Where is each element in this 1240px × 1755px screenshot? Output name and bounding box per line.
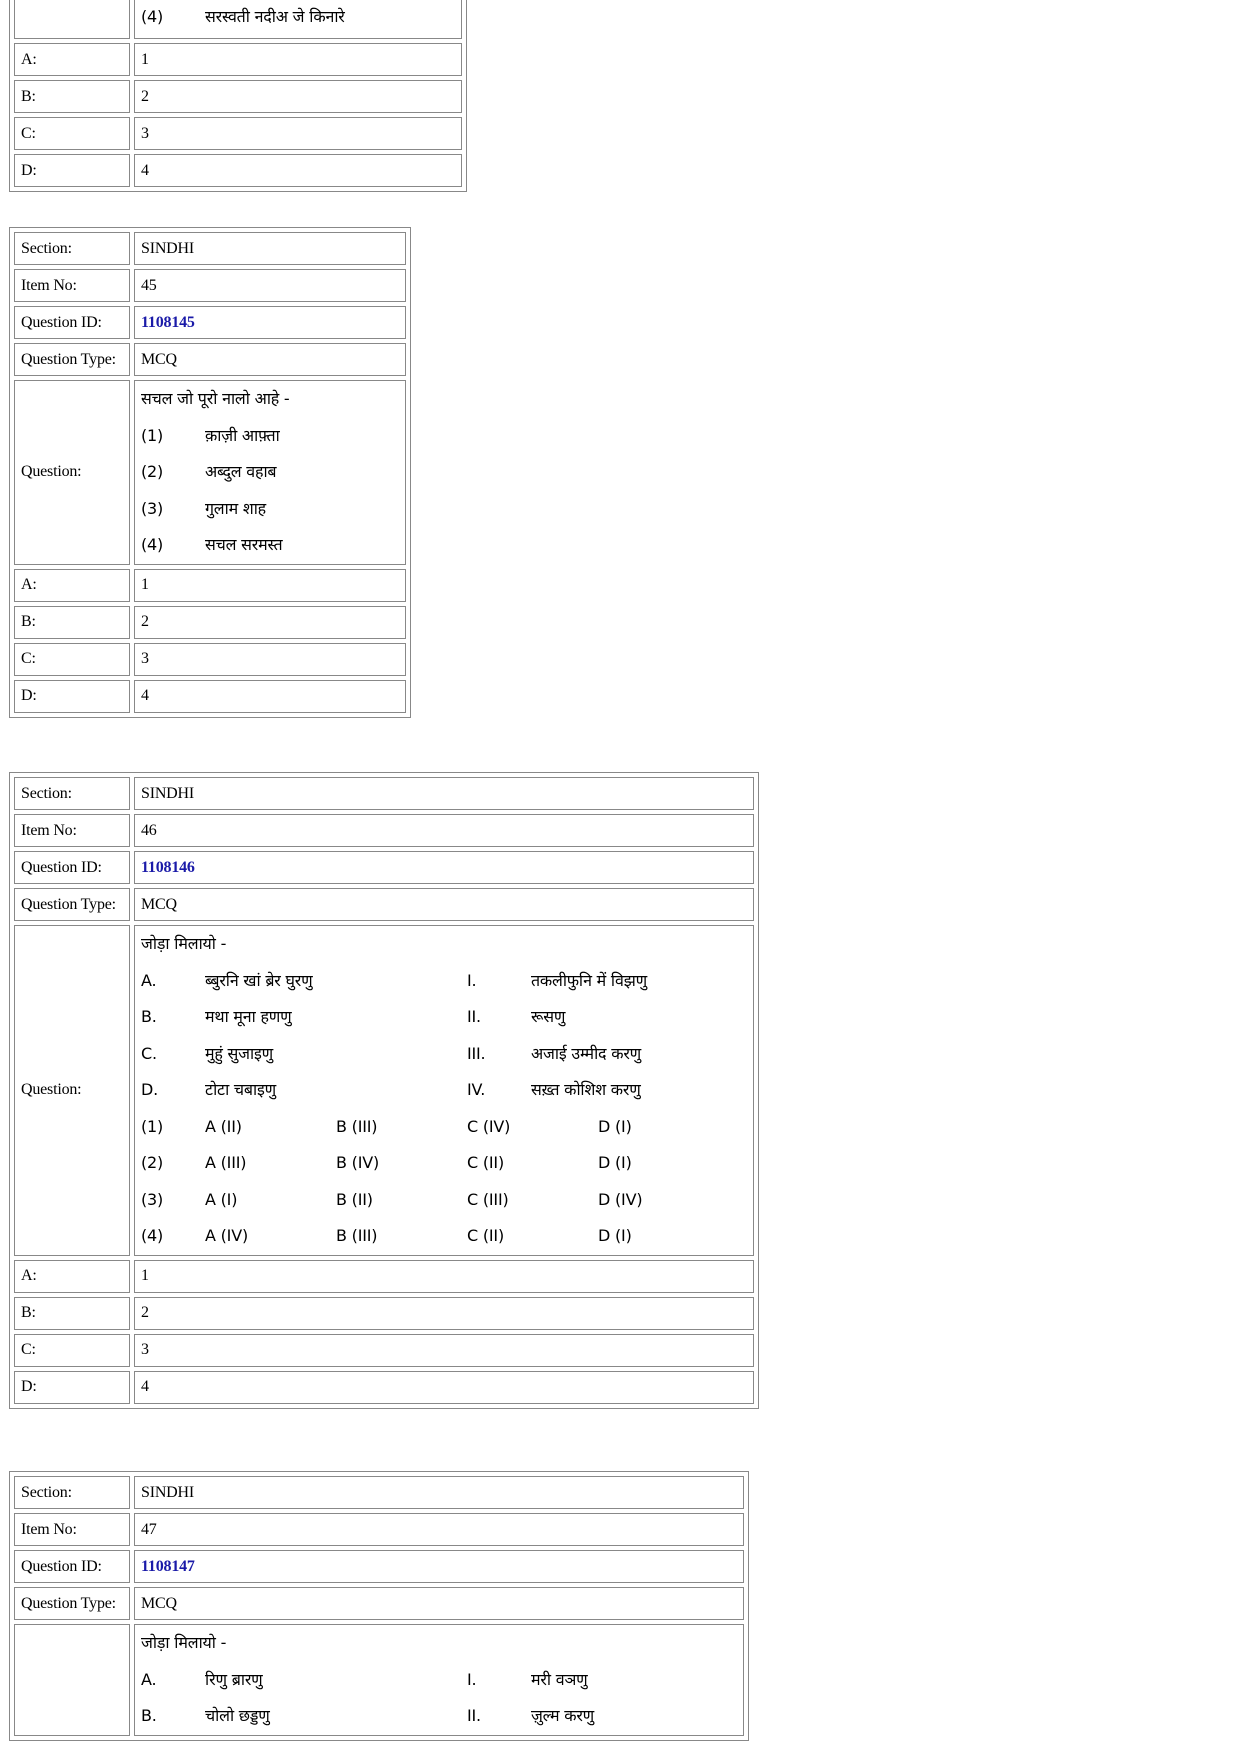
item-no-label: Item No:	[14, 814, 130, 847]
question-id-value: 1108145	[134, 306, 406, 339]
item-no-value: 47	[134, 1513, 744, 1546]
match-right-key: I.	[467, 1669, 477, 1689]
option-number: (1)	[141, 425, 164, 445]
match-left-text: ब्बुरनि खां ब्रेर घुरणु	[205, 970, 313, 990]
question-row	[14, 1624, 744, 1736]
option-c: C (III)	[467, 1189, 509, 1209]
item-no-row	[14, 814, 754, 847]
answer-label: A:	[14, 43, 130, 76]
option-number: (4)	[141, 535, 164, 554]
answer-label: A:	[14, 1260, 130, 1293]
answer-row-b	[14, 1297, 754, 1330]
question-type-label: Question Type:	[14, 1587, 130, 1620]
option-line	[141, 527, 399, 564]
option-text: गुलाम शाह	[205, 498, 266, 518]
section-row	[14, 777, 754, 810]
match-left-key: A.	[141, 970, 157, 990]
match-right-key: II.	[467, 1706, 481, 1725]
match-line	[141, 1036, 747, 1073]
section-label: Section:	[14, 777, 130, 810]
question-type-row	[14, 1587, 744, 1620]
question-id-label: Question ID:	[14, 1550, 130, 1583]
question-id-row	[14, 851, 754, 884]
match-right-text: तकलीफुनि में विझणु	[531, 970, 648, 990]
option-line	[141, 1182, 747, 1219]
match-line	[141, 1662, 737, 1699]
question-label: Question:	[14, 925, 130, 1256]
option-text: अब्दुल वहाब	[205, 462, 277, 481]
match-left-text: रिणु ब्रारणु	[205, 1669, 263, 1689]
match-line	[141, 999, 747, 1036]
match-line	[141, 1072, 747, 1109]
match-left-key: D.	[141, 1080, 159, 1099]
option-line	[141, 1218, 747, 1255]
option-a: A (I)	[205, 1189, 238, 1209]
question-row	[14, 0, 462, 39]
question-content	[134, 1624, 744, 1736]
answer-value: 4	[134, 154, 462, 187]
option-d: D (I)	[598, 1116, 632, 1136]
option-line	[141, 454, 399, 491]
match-right-key: I.	[467, 970, 477, 990]
question-type-label: Question Type:	[14, 888, 130, 921]
option-line	[141, 418, 399, 455]
match-left-text: चोलो छड्डणु	[205, 1706, 270, 1725]
question-type-label: Question Type:	[14, 343, 130, 376]
option-number: (3)	[141, 498, 164, 518]
question-type-value: MCQ	[134, 888, 754, 921]
answer-label: D:	[14, 154, 130, 187]
answer-value: 2	[134, 606, 406, 639]
question-id-value: 1108147	[134, 1550, 744, 1583]
section-value: SINDHI	[134, 232, 406, 265]
answer-row-c	[14, 643, 406, 676]
option-a: A (IV)	[205, 1226, 248, 1245]
question-content	[134, 925, 754, 1256]
question-row	[14, 380, 406, 565]
option-b: B (III)	[336, 1116, 378, 1136]
answer-row-b	[14, 80, 462, 113]
item-no-value: 46	[134, 814, 754, 847]
answer-row-a	[14, 1260, 754, 1293]
answer-value: 2	[134, 1297, 754, 1330]
answer-row-c	[14, 1334, 754, 1367]
section-row	[14, 232, 406, 265]
question-label: Question:	[14, 380, 130, 565]
answer-label: A:	[14, 569, 130, 602]
item-no-label: Item No:	[14, 269, 130, 302]
match-left-key: C.	[141, 1043, 157, 1063]
question-id-row	[14, 1550, 744, 1583]
item-no-value: 45	[134, 269, 406, 302]
option-number: (1)	[141, 1116, 164, 1136]
option-c: C (II)	[467, 1153, 504, 1172]
question-stem: जोड़ा मिलायो -	[141, 934, 227, 953]
answer-row-d	[14, 1371, 754, 1404]
option-a: A (III)	[205, 1153, 247, 1172]
match-left-text: मथा मूना हणणु	[205, 1007, 292, 1026]
section-row	[14, 1476, 744, 1509]
match-line	[141, 963, 747, 1000]
question-id-row	[14, 306, 406, 339]
match-right-key: III.	[467, 1043, 486, 1063]
question-table-47	[9, 1471, 749, 1741]
answer-label: C:	[14, 643, 130, 676]
section-value: SINDHI	[134, 777, 754, 810]
answer-row-c	[14, 117, 462, 150]
option-line	[141, 491, 399, 528]
item-no-row	[14, 1513, 744, 1546]
match-right-text: मरी वञणु	[531, 1669, 588, 1689]
answer-value: 3	[134, 117, 462, 150]
option-line	[141, 2, 455, 32]
answer-row-d	[14, 680, 406, 713]
question-table-46	[9, 772, 759, 1409]
question-type-row	[14, 343, 406, 376]
option-b: B (II)	[336, 1189, 373, 1209]
option-text: सरस्वती नदीअ जे किनारे	[205, 7, 345, 26]
match-left-text: मुहुं सुजाइणु	[205, 1043, 274, 1063]
answer-label: B:	[14, 80, 130, 113]
question-id-label: Question ID:	[14, 306, 130, 339]
option-line	[141, 1145, 747, 1182]
answer-label: D:	[14, 1371, 130, 1404]
answer-value: 3	[134, 1334, 754, 1367]
answer-label: B:	[14, 1297, 130, 1330]
option-c: C (II)	[467, 1226, 504, 1245]
question-content	[134, 380, 406, 565]
match-right-text: ज़ुल्म करणु	[531, 1706, 595, 1725]
option-text: क़ाज़ी आफ़्ता	[205, 425, 280, 445]
answer-value: 1	[134, 569, 406, 602]
answer-value: 2	[134, 80, 462, 113]
question-type-value: MCQ	[134, 343, 406, 376]
option-b: B (III)	[336, 1226, 378, 1245]
answer-row-b	[14, 606, 406, 639]
match-left-key: B.	[141, 1007, 157, 1026]
answer-row-a	[14, 569, 406, 602]
match-right-text: रूसणु	[531, 1007, 566, 1026]
option-number: (4)	[141, 1226, 164, 1245]
question-row	[14, 925, 754, 1256]
match-left-text: टोटा चबाइणु	[205, 1080, 276, 1099]
option-d: D (I)	[598, 1153, 632, 1172]
question-table-45	[9, 227, 411, 718]
question-id-value: 1108146	[134, 851, 754, 884]
question-stem: सचल जो पूरो नालो आहे -	[141, 389, 290, 408]
answer-row-d	[14, 154, 462, 187]
option-d: D (I)	[598, 1226, 632, 1245]
answer-row-a	[14, 43, 462, 76]
answer-value: 1	[134, 1260, 754, 1293]
answer-label: D:	[14, 680, 130, 713]
answer-value: 4	[134, 680, 406, 713]
match-line	[141, 1698, 737, 1735]
answer-value: 3	[134, 643, 406, 676]
match-right-text: अजाई उम्मीद करणु	[531, 1043, 642, 1063]
option-line	[141, 1109, 747, 1146]
option-b: B (IV)	[336, 1153, 380, 1172]
option-d: D (IV)	[598, 1189, 643, 1209]
option-number: (3)	[141, 1189, 164, 1209]
question-label-cell	[14, 0, 130, 39]
match-right-key: II.	[467, 1007, 481, 1026]
question-content	[134, 0, 462, 39]
question-stem: जोड़ा मिलायो -	[141, 1633, 227, 1652]
item-no-row	[14, 269, 406, 302]
match-left-key: A.	[141, 1669, 157, 1689]
answer-value: 1	[134, 43, 462, 76]
match-left-key: B.	[141, 1706, 157, 1725]
match-right-key: IV.	[467, 1080, 486, 1099]
answer-label: B:	[14, 606, 130, 639]
question-table-partial	[9, 0, 467, 192]
option-number: (4)	[141, 7, 164, 26]
answer-label: C:	[14, 117, 130, 150]
answer-label: C:	[14, 1334, 130, 1367]
question-label-cell	[14, 1624, 130, 1736]
item-no-label: Item No:	[14, 1513, 130, 1546]
section-label: Section:	[14, 232, 130, 265]
answer-value: 4	[134, 1371, 754, 1404]
section-label: Section:	[14, 1476, 130, 1509]
option-number: (2)	[141, 462, 164, 481]
option-c: C (IV)	[467, 1116, 511, 1136]
match-right-text: सख़्त कोशिश करणु	[531, 1080, 641, 1099]
option-number: (2)	[141, 1153, 164, 1172]
option-a: A (II)	[205, 1116, 242, 1136]
question-type-value: MCQ	[134, 1587, 744, 1620]
option-text: सचल सरमस्त	[205, 535, 283, 554]
question-id-label: Question ID:	[14, 851, 130, 884]
question-type-row	[14, 888, 754, 921]
section-value: SINDHI	[134, 1476, 744, 1509]
